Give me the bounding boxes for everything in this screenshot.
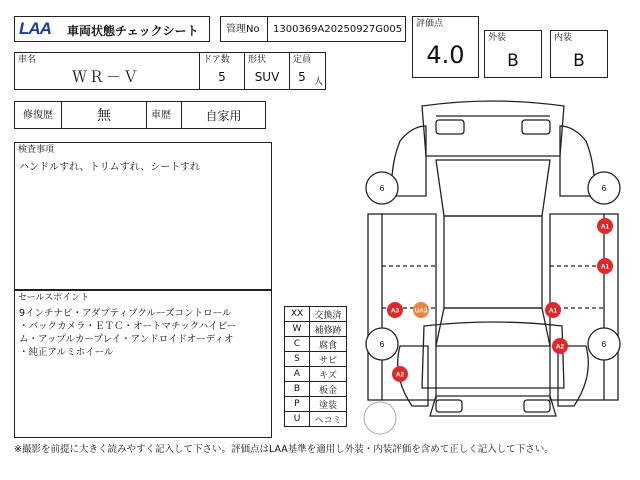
legend-desc: 塗装 — [310, 397, 347, 412]
damage-mark-label: A3 — [390, 307, 400, 315]
management-no-box — [220, 16, 406, 42]
legend-row — [285, 412, 347, 427]
doors-value: 5 — [218, 70, 226, 84]
damage-mark-label: A2 — [395, 371, 405, 379]
tire-mark: 6 — [601, 184, 607, 193]
repair-label: 修復歴 — [23, 110, 53, 121]
legend-desc: 腐食 — [310, 337, 347, 352]
legend-row — [285, 337, 347, 352]
legend-row — [285, 382, 347, 397]
footer-note: ※撮影を前提に大きく読みやすく記入して下さい。評価点はLAA基準を適用し外装・内装評価を含めて正しく記入して下さい。 — [14, 444, 554, 455]
damage-mark-label: A1 — [548, 307, 558, 315]
shape-value: SUV — [254, 70, 280, 84]
exterior-value: B — [507, 51, 519, 71]
damage-mark-label: A1 — [600, 263, 610, 271]
laa-logo: LAA — [19, 19, 51, 38]
doors-label: ドア数 — [203, 55, 230, 65]
damage-mark-label: UA3 — [414, 307, 428, 315]
legend-desc: 補修跡 — [310, 322, 347, 337]
legend-row — [285, 322, 347, 337]
exterior-box — [484, 30, 542, 78]
capacity-label: 定員 — [293, 55, 312, 65]
legend-code: U — [285, 412, 310, 427]
tire-mark: 6 — [379, 340, 385, 349]
car-name-label: 車名 — [18, 55, 37, 65]
legend-desc: サビ — [310, 352, 347, 367]
car-diagram — [352, 96, 634, 436]
score-value: 4.0 — [426, 41, 465, 69]
score-box — [412, 16, 479, 78]
history-value: 自家用 — [205, 108, 242, 123]
legend-desc: キズ — [310, 367, 347, 382]
sheet-title: 車両状態チェックシート — [67, 24, 199, 38]
exterior-label: 外装 — [488, 33, 507, 43]
legend-code: S — [285, 352, 310, 367]
legend-code: C — [285, 337, 310, 352]
repair-row — [14, 101, 266, 129]
legend-desc: 交換済 — [310, 307, 347, 322]
legend-desc: 板金 — [310, 382, 347, 397]
legend-code: P — [285, 397, 310, 412]
title-box — [14, 16, 210, 42]
sales-points-text: 9インチナビ・アダプティブクルーズコントロール ・バックカメラ・ＥＴＣ・オートマチックハイビー ム・アップルカープレイ・アンドロイドオーディオ ・純正アルミホイール — [19, 308, 237, 358]
history-label: 車歴 — [151, 110, 171, 121]
capacity-value: 5 — [298, 70, 306, 84]
tire-mark: 6 — [601, 340, 607, 349]
tire-mark: 6 — [379, 184, 385, 193]
interior-box — [550, 30, 608, 78]
legend-row — [285, 352, 347, 367]
management-no-label: 管理No — [226, 24, 260, 35]
sales-points-box — [14, 290, 272, 438]
legend-code: XX — [285, 307, 310, 322]
inspection-box — [14, 142, 272, 290]
capacity-unit: 人 — [314, 77, 324, 87]
inspection-label: 検査事項 — [18, 145, 55, 155]
legend-row — [285, 367, 347, 382]
damage-mark-label: A1 — [600, 223, 610, 231]
management-no-value: 1300369A20250927G005 — [273, 24, 403, 35]
legend-row — [285, 307, 347, 322]
spare-tire-outline — [364, 402, 396, 434]
legend-code: W — [285, 322, 310, 337]
interior-label: 内装 — [554, 33, 573, 43]
vehicle-info-row — [14, 52, 326, 90]
sales-points-label: セールスポイント — [18, 293, 90, 303]
hood-outline — [422, 101, 564, 156]
damage-legend — [284, 306, 347, 427]
inspection-text: ハンドルすれ、トリムすれ、シートすれ — [19, 162, 200, 173]
legend-code: B — [285, 382, 310, 397]
legend-code: A — [285, 367, 310, 382]
legend-row — [285, 397, 347, 412]
shape-label: 形状 — [248, 55, 267, 65]
score-label: 評価点 — [416, 19, 444, 29]
legend-desc: ヘコミ — [310, 412, 347, 427]
repair-value: 無 — [97, 108, 111, 124]
car-name-value: ＷＲ－Ｖ — [71, 67, 140, 86]
damage-mark-label: A2 — [555, 343, 565, 351]
interior-value: B — [573, 51, 585, 71]
